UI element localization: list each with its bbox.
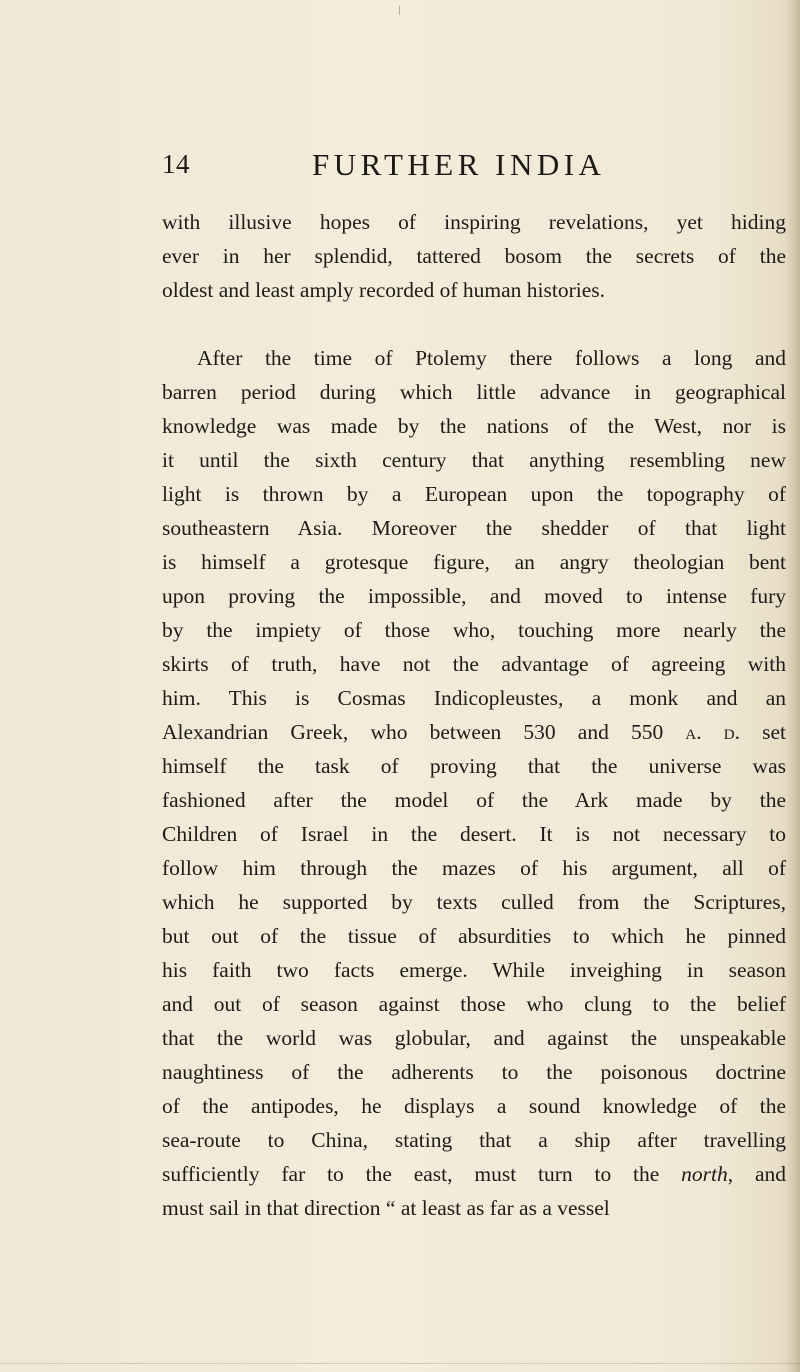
text-segment: , and (727, 1162, 786, 1186)
text-line: with illusive hopes of inspiring revelations, yet hiding (162, 210, 786, 234)
text-line: After the time of Ptolemy there follows a long and (197, 346, 786, 370)
text-line: Children of Israel in the desert. It is not necessary to (162, 822, 786, 846)
text-line: follow him through the mazes of his argument, all of (162, 856, 786, 880)
text-line: barren period during which little advance in geographical (162, 380, 786, 404)
text-line: ever in her splendid, tattered bosom the secrets of the (162, 244, 786, 268)
text-line: skirts of truth, have not the advantage of agreeing with (162, 652, 786, 676)
text-line: upon proving the impossible, and moved to intense fury (162, 584, 786, 608)
text-line-date (162, 715, 786, 749)
text-line: that the world was globular, and against the unspeakable (162, 1026, 786, 1050)
text-segment: set (762, 720, 786, 744)
text-line: knowledge was made by the nations of the West, nor is (162, 414, 786, 438)
running-title: FURTHER INDIA (312, 147, 606, 182)
page-bottom-edge (0, 1363, 800, 1364)
text-line: himself the task of proving that the universe was (162, 754, 786, 778)
text-line: which he supported by texts culled from the Scriptures, (162, 890, 786, 914)
text-line: naughtiness of the adherents to the poisonous doctrine (162, 1060, 786, 1084)
italic-word: north (681, 1162, 728, 1186)
text-line: fashioned after the model of the Ark made by the (162, 788, 786, 812)
text-line: of the antipodes, he displays a sound knowledge of the (162, 1094, 786, 1118)
text-segment: sufficiently far to the east, must turn to the (162, 1162, 660, 1186)
text-line: is himself a grotesque figure, an angry theologian bent (162, 550, 786, 574)
text-line: and out of season against those who clung to the belief (162, 992, 786, 1016)
text-line: light is thrown by a European upon the topography of (162, 482, 786, 506)
text-segment: Alexandrian Greek, who between 530 and 550 (162, 720, 664, 744)
page-edge-shadow (786, 0, 800, 1372)
running-head (162, 147, 662, 191)
body-text (162, 205, 786, 1225)
text-line: it until the sixth century that anything resembling new (162, 448, 786, 472)
page-number: 14 (162, 149, 190, 179)
text-line: but out of the tissue of absurdities to which he pinned (162, 924, 786, 948)
era-abbreviation: a. d. (685, 720, 740, 744)
text-line: sea-route to China, stating that a ship after travelling (162, 1128, 786, 1152)
text-line: his faith two facts emerge. While inveighing in season (162, 958, 786, 982)
text-line: oldest and least amply recorded of human histories. (162, 278, 606, 302)
text-line: him. This is Cosmas Indicopleustes, a monk and an (162, 686, 786, 710)
text-line: by the impiety of those who, touching more nearly the (162, 618, 786, 642)
paragraph-continued (162, 205, 786, 307)
text-line-italic-word (162, 1157, 786, 1191)
text-line: southeastern Asia. Moreover the shedder of that light (162, 516, 786, 540)
gutter-mark (399, 6, 400, 15)
text-line: must sail in that direction “ at least as far as a vessel (162, 1196, 610, 1220)
paragraph-ptolemy (162, 341, 786, 1225)
